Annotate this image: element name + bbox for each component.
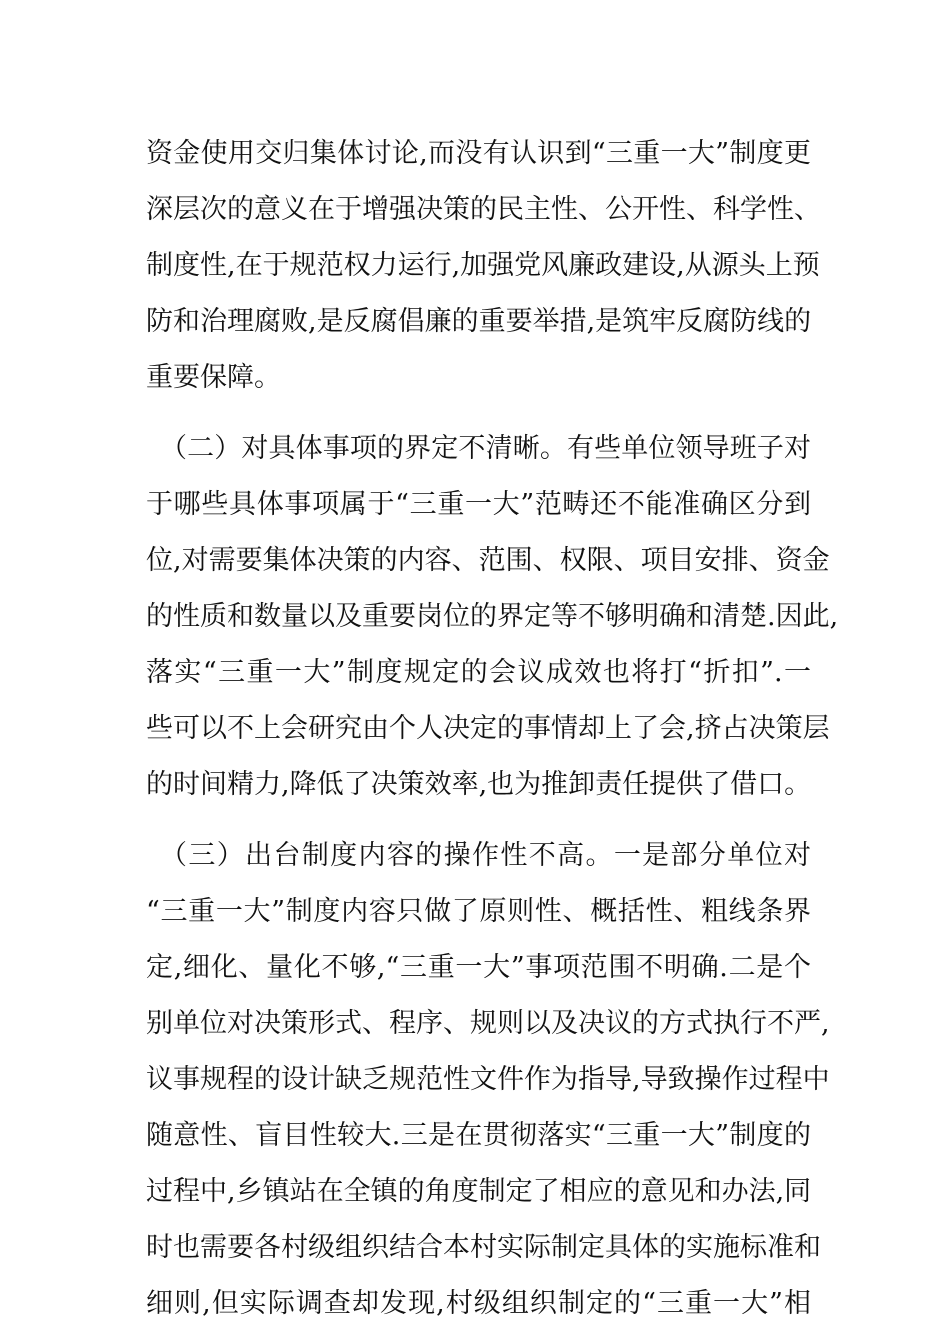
paragraph-gap <box>146 813 811 828</box>
text-line: 资金使用交归集体讨论,而没有认识到“三重一大”制度更 <box>146 138 811 169</box>
text-line: 些可以不上会研究由个人决定的事情却上了会,挤占决策层 <box>146 713 830 744</box>
text-line: （三）出台制度内容的操作性不高。一是部分单位对 <box>160 840 811 871</box>
text-line: 细则,但实际调查却发现,村级组织制定的“三重一大”相 <box>146 1288 811 1319</box>
text-line: “三重一大”制度内容只做了原则性、概括性、粗线条界 <box>146 896 811 927</box>
text-line: 随意性、盲目性较大.三是在贯彻落实“三重一大”制度的 <box>146 1120 811 1151</box>
text-line: 别单位对决策形式、程序、规则以及决议的方式执行不严, <box>146 1008 830 1039</box>
text-line: 的时间精力,降低了决策效率,也为推卸责任提供了借口。 <box>146 769 812 800</box>
paragraph-gap <box>146 406 811 421</box>
text-line: 制度性,在于规范权力运行,加强党风廉政建设,从源头上预 <box>146 250 820 281</box>
text-line: 重要保障。 <box>146 362 281 393</box>
text-line: 于哪些具体事项属于“三重一大”范畴还不能准确区分到 <box>146 489 811 520</box>
text-line: 过程中,乡镇站在全镇的角度制定了相应的意见和办法,同 <box>146 1176 812 1207</box>
text-line: 深层次的意义在于增强决策的民主性、公开性、科学性、 <box>146 194 821 225</box>
paragraph-2 <box>146 421 839 813</box>
text-line: 位,对需要集体决策的内容、范围、权限、项目安排、资金 <box>146 545 830 576</box>
text-line: 时也需要各村级组织结合本村实际制定具体的实施标准和 <box>146 1232 821 1263</box>
paragraph-1 <box>146 126 821 406</box>
text-line: 落实“三重一大”制度规定的会议成效也将打“折扣”.一 <box>146 657 811 688</box>
text-line: 的性质和数量以及重要岗位的界定等不够明确和清楚.因此, <box>146 601 839 632</box>
text-line: 防和治理腐败,是反腐倡廉的重要举措,是筑牢反腐防线的 <box>146 306 812 337</box>
paragraph-3 <box>146 828 830 1332</box>
document-body <box>146 126 839 1332</box>
text-line: 定,细化、量化不够,“三重一大”事项范围不明确.二是个 <box>146 952 811 983</box>
text-line: 议事规程的设计缺乏规范性文件作为指导,导致操作过程中 <box>146 1064 830 1095</box>
text-line: （二）对具体事项的界定不清晰。有些单位领导班子对 <box>160 433 811 464</box>
